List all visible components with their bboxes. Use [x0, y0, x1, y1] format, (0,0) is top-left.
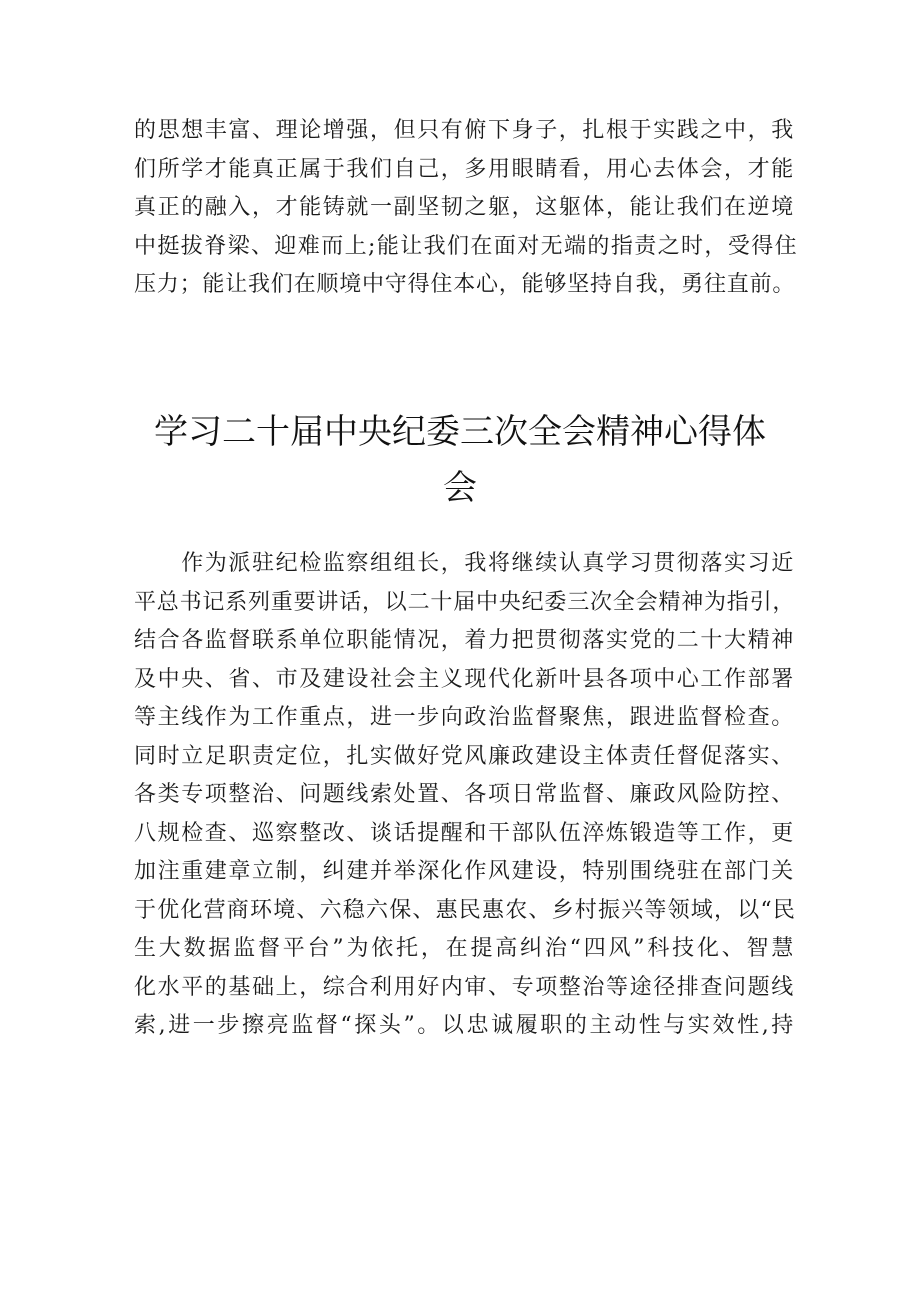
- paragraph-line: 于优化营商环境、六稳六保、惠民惠农、乡村振兴等领域，以“民: [134, 897, 797, 923]
- paragraph-line: 八规检查、巡察整改、谈话提醒和干部队伍淬炼锻造等工作，更: [134, 820, 795, 846]
- paragraph-line: 各类专项整治、问题线索处置、各项日常监督、廉政风险防控、: [134, 782, 795, 807]
- paragraph-line: 的思想丰富、理论增强，但只有俯下身子，扎根于实践之中，我: [134, 118, 795, 143]
- paragraph-line: 作为派驻纪检监察组组长，我将继续认真学习贯彻落实习近: [134, 551, 795, 576]
- paragraph-line: 结合各监督联系单位职能情况，着力把贯彻落实党的二十大精神: [134, 628, 795, 653]
- paragraph-line: 平总书记系列重要讲话，以二十届中央纪委三次全会精神为指引，: [134, 589, 796, 615]
- body-paragraph: [134, 545, 798, 1046]
- paragraph-line: 同时立足职责定位，扎实做好党风廉政建设主体责任督促落实、: [134, 743, 795, 769]
- paragraph-line: 中挺拔脊梁、迎难而上;能让我们在面对无端的指责之时，受得住: [134, 233, 799, 259]
- top-paragraph: [134, 112, 798, 305]
- title-line: 学习二十届中央纪委三次全会精神心得体: [154, 412, 766, 452]
- paragraph-line: 索,进一步擦亮监督“探头”。以忠诚履职的主动性与实效性,持: [134, 1013, 796, 1038]
- paragraph-line: 及中央、省、市及建设社会主义现代化新叶县各项中心工作部署: [134, 666, 795, 692]
- document-title: [100, 404, 820, 516]
- paragraph-line: 压力；能让我们在顺境中守得住本心，能够坚持自我，勇往直前。: [134, 272, 796, 297]
- paragraph-line: 加注重建章立制，纠建并举深化作风建设，特别围绕驻在部门关: [134, 859, 795, 884]
- paragraph-line: 真正的融入，才能铸就一副坚韧之躯，这躯体，能让我们在逆境: [134, 195, 795, 220]
- paragraph-line: 等主线作为工作重点，进一步向政治监督聚焦，跟进监督检查。: [134, 705, 795, 730]
- title-line: 会: [443, 468, 477, 508]
- paragraph-line: 生大数据监督平台”为依托，在提高纠治“四风”科技化、智慧: [134, 936, 797, 961]
- paragraph-line: 们所学才能真正属于我们自己，多用眼睛看，用心去体会，才能: [134, 156, 795, 182]
- paragraph-line: 化水平的基础上，综合利用好内审、专项整治等途径排查问题线: [134, 974, 795, 1000]
